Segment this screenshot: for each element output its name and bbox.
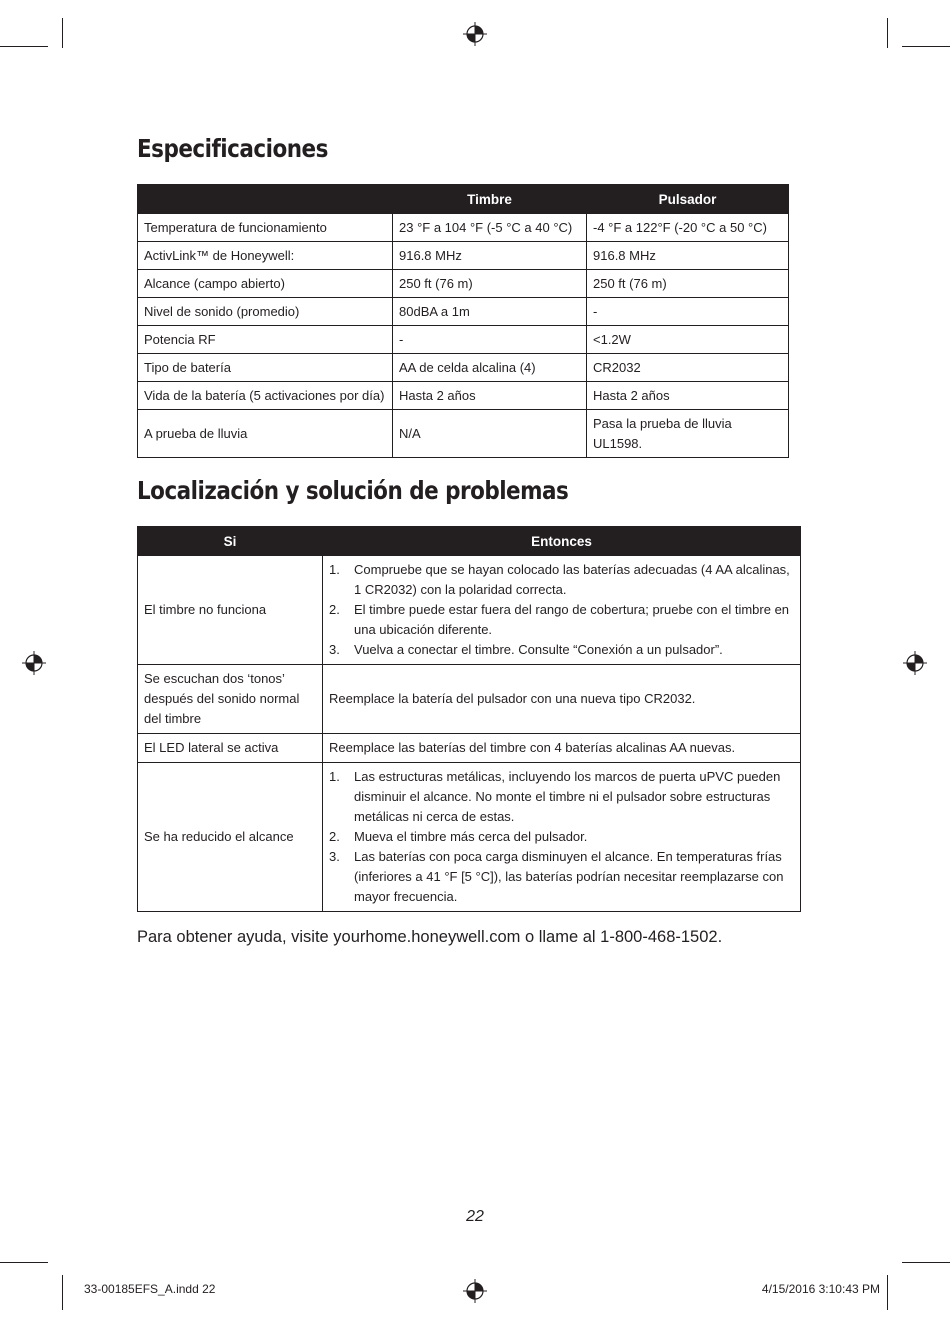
list-item <box>329 600 794 640</box>
spec-pulsador-value: 916.8 MHz <box>587 242 789 270</box>
slug-date-info: 4/15/2016 3:10:43 PM <box>761 1282 880 1296</box>
specs-title: Especificaciones <box>137 134 328 163</box>
spec-pulsador-value: 250 ft (76 m) <box>587 270 789 298</box>
list-item <box>329 827 794 847</box>
specs-table <box>137 184 789 458</box>
slug-file-info: 33-00185EFS_A.indd 22 <box>84 1282 216 1296</box>
spec-pulsador-value: -4 °F a 122°F (-20 °C a 50 °C) <box>587 214 789 242</box>
solution-steps <box>329 560 794 660</box>
crop-mark <box>887 1275 888 1310</box>
troubleshooting-table <box>137 526 801 912</box>
list-item <box>329 847 794 907</box>
table-row <box>138 214 789 242</box>
step-text: Las estructuras metálicas, incluyendo los marcos de puerta uPVC pueden disminuir el alcance. No monte el timbre ni el pulsador sobre estructuras metálicas ni cerca de estas. <box>354 769 781 824</box>
registration-mark-icon <box>903 651 927 675</box>
table-row <box>138 354 789 382</box>
troubleshooting-header-si: Si <box>138 527 323 556</box>
table-row <box>138 382 789 410</box>
spec-timbre-value: 916.8 MHz <box>393 242 587 270</box>
spec-timbre-value: - <box>393 326 587 354</box>
crop-mark <box>902 46 950 47</box>
page-number: 22 <box>466 1208 484 1225</box>
step-number: 3. <box>329 642 340 657</box>
step-number: 2. <box>329 829 340 844</box>
problem-condition: Se ha reducido el alcance <box>138 763 323 912</box>
crop-mark <box>62 18 63 48</box>
table-row <box>138 763 801 912</box>
troubleshooting-header-row <box>138 527 801 556</box>
spec-pulsador-value: Hasta 2 años <box>587 382 789 410</box>
crop-mark <box>0 1262 48 1263</box>
troubleshooting-header-entonces: Entonces <box>323 527 801 556</box>
specs-header-pulsador: Pulsador <box>587 185 789 214</box>
spec-timbre-value: 80dBA a 1m <box>393 298 587 326</box>
spec-label: ActivLink™ de Honeywell: <box>138 242 393 270</box>
table-row <box>138 665 801 734</box>
problem-condition: El LED lateral se activa <box>138 734 323 763</box>
registration-mark-icon <box>463 1279 487 1303</box>
specs-header-timbre: Timbre <box>393 185 587 214</box>
problem-solution: Reemplace las baterías del timbre con 4 baterías alcalinas AA nuevas. <box>323 734 801 763</box>
problem-solution: Reemplace la batería del pulsador con una nueva tipo CR2032. <box>323 665 801 734</box>
table-row <box>138 242 789 270</box>
troubleshooting-title: Localización y solución de problemas <box>137 476 569 505</box>
table-row <box>138 298 789 326</box>
spec-timbre-value: 23 °F a 104 °F (-5 °C a 40 °C) <box>393 214 587 242</box>
problem-condition: Se escuchan dos ‘tonos’ después del sonido normal del timbre <box>138 665 323 734</box>
step-number: 1. <box>329 769 340 784</box>
problem-solution <box>323 556 801 665</box>
table-row <box>138 556 801 665</box>
step-text: El timbre puede estar fuera del rango de cobertura; pruebe con el timbre en una ubicación diferente. <box>354 602 790 637</box>
step-text: Mueva el timbre más cerca del pulsador. <box>354 829 588 844</box>
table-row <box>138 734 801 763</box>
table-row <box>138 270 789 298</box>
list-item <box>329 640 794 660</box>
table-row <box>138 326 789 354</box>
spec-pulsador-value: - <box>587 298 789 326</box>
spec-label: Alcance (campo abierto) <box>138 270 393 298</box>
step-number: 2. <box>329 602 340 617</box>
spec-pulsador-value: CR2032 <box>587 354 789 382</box>
step-number: 1. <box>329 562 340 577</box>
registration-mark-icon <box>22 651 46 675</box>
spec-label: Potencia RF <box>138 326 393 354</box>
crop-mark <box>62 1275 63 1310</box>
list-item <box>329 560 794 600</box>
spec-timbre-value: N/A <box>393 410 587 458</box>
spec-timbre-value: AA de celda alcalina (4) <box>393 354 587 382</box>
step-number: 3. <box>329 849 340 864</box>
problem-solution <box>323 763 801 912</box>
step-text: Las baterías con poca carga disminuyen el alcance. En temperaturas frías (inferiores a 41 °F [5 °C]), las baterías podrían necesitar reemplazarse con mayor frecuencia. <box>354 849 784 904</box>
crop-mark <box>0 46 48 47</box>
help-contact-note: Para obtener ayuda, visite yourhome.honeywell.com o llame al 1-800-468-1502. <box>137 928 723 946</box>
spec-timbre-value: 250 ft (76 m) <box>393 270 587 298</box>
problem-condition: El timbre no funciona <box>138 556 323 665</box>
spec-label: Temperatura de funcionamiento <box>138 214 393 242</box>
specs-header-row <box>138 185 789 214</box>
spec-pulsador-value: <1.2W <box>587 326 789 354</box>
spec-label: Vida de la batería (5 activaciones por día) <box>138 382 393 410</box>
spec-label: Tipo de batería <box>138 354 393 382</box>
spec-label: Nivel de sonido (promedio) <box>138 298 393 326</box>
spec-timbre-value: Hasta 2 años <box>393 382 587 410</box>
registration-mark-icon <box>463 22 487 46</box>
solution-steps <box>329 767 794 907</box>
list-item <box>329 767 794 827</box>
step-text: Vuelva a conectar el timbre. Consulte “Conexión a un pulsador”. <box>354 642 723 657</box>
crop-mark <box>902 1262 950 1263</box>
spec-label: A prueba de lluvia <box>138 410 393 458</box>
table-row <box>138 410 789 458</box>
crop-mark <box>887 18 888 48</box>
specs-header-blank <box>138 185 393 214</box>
spec-pulsador-value: Pasa la prueba de lluvia UL1598. <box>587 410 789 458</box>
step-text: Compruebe que se hayan colocado las baterías adecuadas (4 AA alcalinas, 1 CR2032) con la polaridad correcta. <box>354 562 790 597</box>
